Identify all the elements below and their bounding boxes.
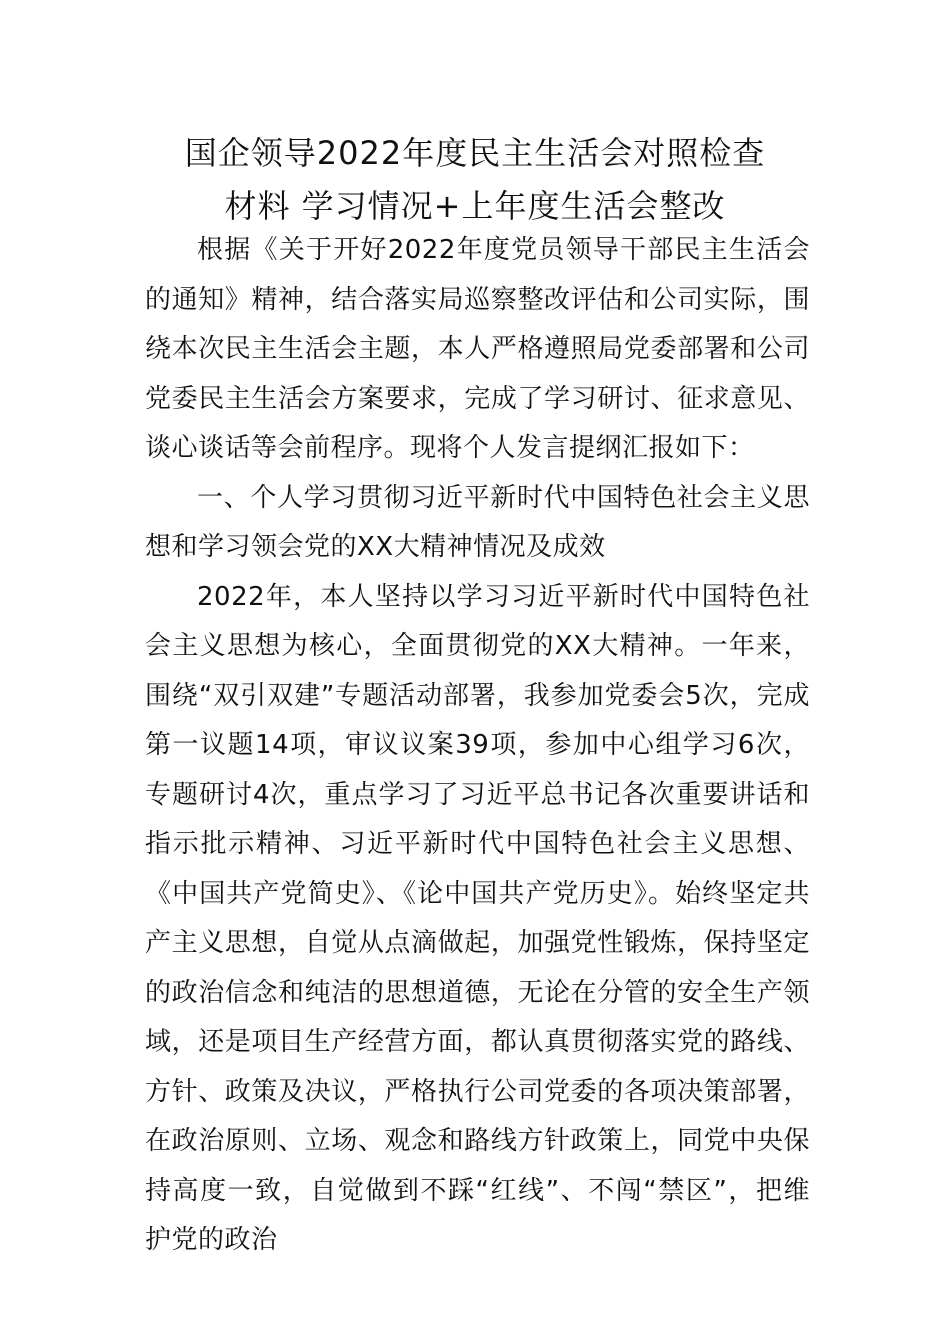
body-paragraph: 2022年，本人坚持以学习习近平新时代中国特色社会主义思想为核心，全面贯彻党的XX大精神。一年来，围绕“双引双建”专题活动部署，我参加党委会5次，完成第一议题14项，审议议案39项，参加中心组学习6次，专题研讨4次，重点学习了习近平总书记各次重要讲话和指示批示精神、习近平新时代中国特色社会主义思想、《中国共产党简史》、《论中国共产党历史》。始终坚定共产主义思想，自觉从点滴做起，加强党性锻炼，保持坚定的政治信念和纯洁的思想道德，无论在分管的安全生产领域，还是项目生产经营方面，都认真贯彻落实党的路线、方针、政策及决议，严格执行公司党委的各项决策部署，在政治原则、立场、观念和路线方针政策上，同党中央保持高度一致，自觉做到不踩“红线”、不闯“禁区”，把维护党的政治 bbox=[145, 581, 810, 1255]
intro-paragraph: 根据《关于开好2022年度党员领导干部民主生活会的通知》精神，结合落实局巡察整改评估和公司实际，围绕本次民主生活会主题，本人严格遵照局党委部署和公司党委民主生活会方案要求，完成了学习研讨、征求意见、谈心谈话等会前程序。现将个人发言提纲汇报如下： bbox=[145, 235, 810, 463]
document-body bbox=[145, 226, 810, 1266]
document-title-line-2: 材料 学习情况+上年度生活会整改 bbox=[224, 187, 726, 225]
section-heading: 一、个人学习贯彻习近平新时代中国特色社会主义思想和学习领会党的XX大精神情况及成效 bbox=[145, 482, 810, 562]
document-title-line-1: 国企领导2022年度民主生活会对照检查 bbox=[184, 134, 766, 172]
